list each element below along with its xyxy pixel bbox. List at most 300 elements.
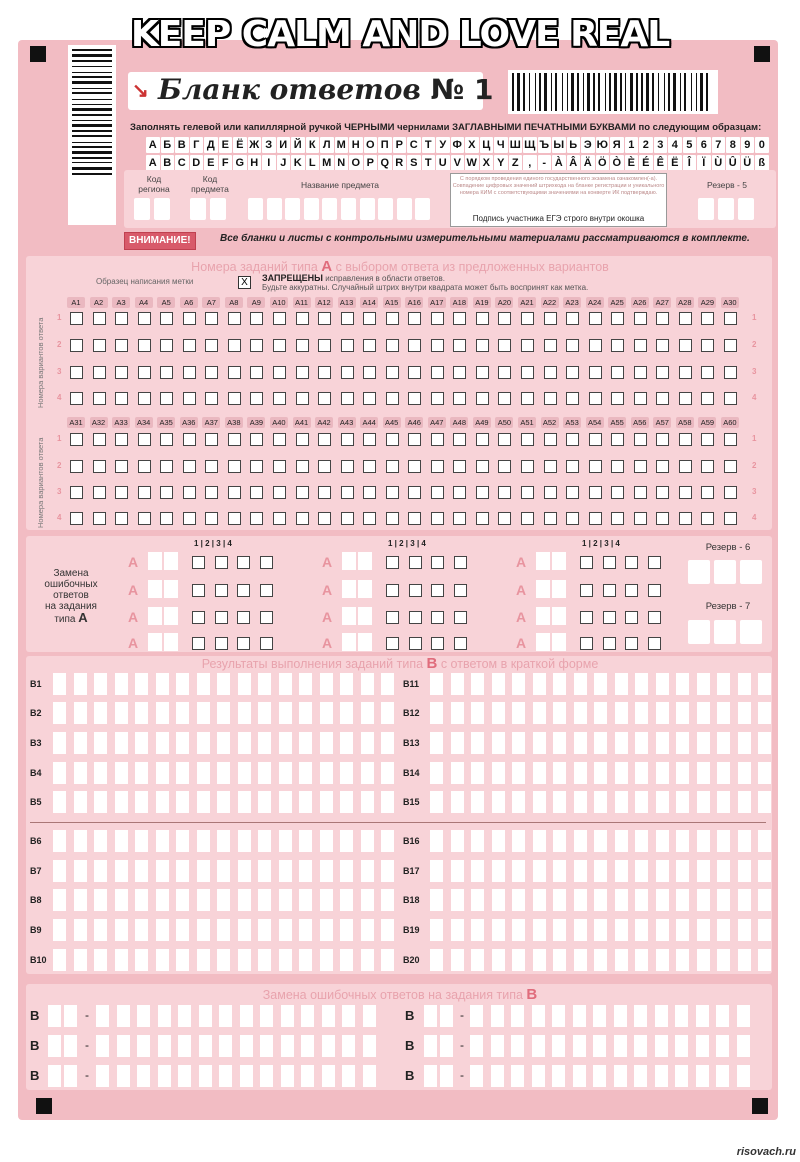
b-answer-cell[interactable] <box>451 860 464 882</box>
b-answer-cell[interactable] <box>553 919 566 941</box>
answer-checkbox[interactable] <box>296 486 309 499</box>
answer-checkbox[interactable] <box>228 512 241 525</box>
replace-b-answer-cell[interactable] <box>117 1065 130 1087</box>
answer-checkbox[interactable] <box>679 339 692 352</box>
answer-checkbox[interactable] <box>205 392 218 405</box>
replace-b-answer-cell[interactable] <box>178 1005 191 1027</box>
b-answer-cell[interactable] <box>299 702 312 724</box>
b-answer-cell[interactable] <box>279 949 292 971</box>
b-answer-cell[interactable] <box>615 673 628 695</box>
answer-checkbox[interactable] <box>521 460 534 473</box>
b-answer-cell[interactable] <box>451 949 464 971</box>
answer-checkbox[interactable] <box>115 486 128 499</box>
answer-checkbox[interactable] <box>656 312 669 325</box>
b-answer-cell[interactable] <box>492 949 505 971</box>
b-answer-cell[interactable] <box>381 791 394 813</box>
replace-b-answer-cell[interactable] <box>363 1065 376 1087</box>
b-answer-cell[interactable] <box>676 732 689 754</box>
answer-checkbox[interactable] <box>566 433 579 446</box>
replace-b-answer-cell[interactable] <box>219 1005 232 1027</box>
b-answer-cell[interactable] <box>738 919 751 941</box>
replace-b-answer-cell[interactable] <box>363 1035 376 1057</box>
answer-checkbox[interactable] <box>431 339 444 352</box>
b-answer-cell[interactable] <box>381 860 394 882</box>
answer-checkbox[interactable] <box>521 366 534 379</box>
b-answer-cell[interactable] <box>94 702 107 724</box>
b-answer-cell[interactable] <box>279 791 292 813</box>
b-answer-cell[interactable] <box>738 949 751 971</box>
replace-a-checkbox[interactable] <box>431 637 444 650</box>
replace-b-number-cell[interactable] <box>48 1005 61 1027</box>
answer-checkbox[interactable] <box>611 312 624 325</box>
b-answer-cell[interactable] <box>299 791 312 813</box>
answer-checkbox[interactable] <box>408 312 421 325</box>
answer-checkbox[interactable] <box>93 392 106 405</box>
answer-checkbox[interactable] <box>115 392 128 405</box>
subject-name-cell[interactable] <box>397 198 412 220</box>
replace-b-answer-cell[interactable] <box>614 1065 627 1087</box>
answer-checkbox[interactable] <box>589 366 602 379</box>
replace-b-answer-cell[interactable] <box>137 1005 150 1027</box>
b-answer-cell[interactable] <box>217 762 230 784</box>
answer-checkbox[interactable] <box>115 366 128 379</box>
b-answer-cell[interactable] <box>430 762 443 784</box>
replace-b-answer-cell[interactable] <box>470 1035 483 1057</box>
b-answer-cell[interactable] <box>74 949 87 971</box>
replace-b-answer-cell[interactable] <box>491 1065 504 1087</box>
b-answer-cell[interactable] <box>320 919 333 941</box>
answer-checkbox[interactable] <box>589 512 602 525</box>
answer-checkbox[interactable] <box>183 312 196 325</box>
answer-checkbox[interactable] <box>341 392 354 405</box>
b-answer-cell[interactable] <box>340 889 353 911</box>
b-answer-cell[interactable] <box>451 762 464 784</box>
replace-a-checkbox[interactable] <box>237 556 250 569</box>
b-answer-cell[interactable] <box>533 919 546 941</box>
b-answer-cell[interactable] <box>74 702 87 724</box>
b-answer-cell[interactable] <box>94 830 107 852</box>
b-answer-cell[interactable] <box>594 673 607 695</box>
replace-b-number-cell[interactable] <box>424 1005 437 1027</box>
answer-checkbox[interactable] <box>386 392 399 405</box>
b-answer-cell[interactable] <box>217 702 230 724</box>
b-answer-cell[interactable] <box>320 889 333 911</box>
b-answer-cell[interactable] <box>635 949 648 971</box>
answer-checkbox[interactable] <box>341 339 354 352</box>
answer-checkbox[interactable] <box>701 460 714 473</box>
b-answer-cell[interactable] <box>471 791 484 813</box>
answer-checkbox[interactable] <box>160 392 173 405</box>
answer-checkbox[interactable] <box>611 433 624 446</box>
task-number-cell[interactable] <box>164 580 178 598</box>
b-answer-cell[interactable] <box>512 762 525 784</box>
b-answer-cell[interactable] <box>758 830 771 852</box>
b-answer-cell[interactable] <box>299 673 312 695</box>
replace-b-answer-cell[interactable] <box>158 1005 171 1027</box>
b-answer-cell[interactable] <box>697 949 710 971</box>
b-answer-cell[interactable] <box>738 860 751 882</box>
answer-checkbox[interactable] <box>138 433 151 446</box>
b-answer-cell[interactable] <box>471 762 484 784</box>
b-answer-cell[interactable] <box>738 732 751 754</box>
answer-checkbox[interactable] <box>589 433 602 446</box>
b-answer-cell[interactable] <box>135 919 148 941</box>
answer-checkbox[interactable] <box>386 312 399 325</box>
answer-checkbox[interactable] <box>656 486 669 499</box>
b-answer-cell[interactable] <box>115 830 128 852</box>
subject-name-cell[interactable] <box>341 198 356 220</box>
answer-checkbox[interactable] <box>679 512 692 525</box>
task-number-cell[interactable] <box>552 633 566 651</box>
b-answer-cell[interactable] <box>553 673 566 695</box>
replace-b-answer-cell[interactable] <box>470 1005 483 1027</box>
b-answer-cell[interactable] <box>451 732 464 754</box>
b-answer-cell[interactable] <box>135 732 148 754</box>
b-answer-cell[interactable] <box>676 702 689 724</box>
b-answer-cell[interactable] <box>492 673 505 695</box>
answer-checkbox[interactable] <box>273 312 286 325</box>
answer-checkbox[interactable] <box>250 512 263 525</box>
answer-checkbox[interactable] <box>453 366 466 379</box>
b-answer-cell[interactable] <box>717 889 730 911</box>
answer-checkbox[interactable] <box>273 433 286 446</box>
b-answer-cell[interactable] <box>594 949 607 971</box>
replace-b-answer-cell[interactable] <box>655 1065 668 1087</box>
b-answer-cell[interactable] <box>697 830 710 852</box>
b-answer-cell[interactable] <box>471 860 484 882</box>
b-answer-cell[interactable] <box>299 860 312 882</box>
answer-checkbox[interactable] <box>363 312 376 325</box>
b-answer-cell[interactable] <box>533 830 546 852</box>
replace-a-checkbox[interactable] <box>580 584 593 597</box>
b-answer-cell[interactable] <box>512 949 525 971</box>
b-answer-cell[interactable] <box>74 830 87 852</box>
b-answer-cell[interactable] <box>197 860 210 882</box>
answer-checkbox[interactable] <box>70 312 83 325</box>
replace-b-answer-cell[interactable] <box>737 1065 750 1087</box>
b-answer-cell[interactable] <box>635 919 648 941</box>
b-answer-cell[interactable] <box>553 949 566 971</box>
b-answer-cell[interactable] <box>135 889 148 911</box>
b-answer-cell[interactable] <box>574 702 587 724</box>
answer-checkbox[interactable] <box>70 460 83 473</box>
b-answer-cell[interactable] <box>115 949 128 971</box>
replace-b-answer-cell[interactable] <box>342 1035 355 1057</box>
answer-checkbox[interactable] <box>679 312 692 325</box>
b-answer-cell[interactable] <box>176 949 189 971</box>
answer-checkbox[interactable] <box>724 392 737 405</box>
task-number-cell[interactable] <box>342 633 356 651</box>
replace-b-answer-cell[interactable] <box>655 1035 668 1057</box>
b-answer-cell[interactable] <box>656 860 669 882</box>
b-answer-cell[interactable] <box>197 732 210 754</box>
replace-a-checkbox[interactable] <box>603 556 616 569</box>
b-answer-cell[interactable] <box>94 762 107 784</box>
answer-checkbox[interactable] <box>183 392 196 405</box>
b-answer-cell[interactable] <box>156 791 169 813</box>
replace-a-checkbox[interactable] <box>580 611 593 624</box>
b-answer-cell[interactable] <box>53 702 66 724</box>
replace-b-answer-cell[interactable] <box>491 1035 504 1057</box>
b-answer-cell[interactable] <box>197 889 210 911</box>
b-answer-cell[interactable] <box>74 732 87 754</box>
answer-checkbox[interactable] <box>453 339 466 352</box>
answer-checkbox[interactable] <box>138 392 151 405</box>
b-answer-cell[interactable] <box>615 919 628 941</box>
b-answer-cell[interactable] <box>512 919 525 941</box>
b-answer-cell[interactable] <box>697 791 710 813</box>
reserve5-cell[interactable] <box>698 198 714 220</box>
answer-checkbox[interactable] <box>228 486 241 499</box>
b-answer-cell[interactable] <box>320 949 333 971</box>
b-answer-cell[interactable] <box>320 673 333 695</box>
b-answer-cell[interactable] <box>361 702 374 724</box>
answer-checkbox[interactable] <box>296 512 309 525</box>
replace-a-checkbox[interactable] <box>454 584 467 597</box>
b-answer-cell[interactable] <box>361 949 374 971</box>
b-answer-cell[interactable] <box>738 791 751 813</box>
b-answer-cell[interactable] <box>533 702 546 724</box>
b-answer-cell[interactable] <box>258 860 271 882</box>
b-answer-cell[interactable] <box>217 791 230 813</box>
answer-checkbox[interactable] <box>386 512 399 525</box>
replace-a-checkbox[interactable] <box>192 556 205 569</box>
b-answer-cell[interactable] <box>53 830 66 852</box>
task-number-cell[interactable] <box>358 552 372 570</box>
replace-b-answer-cell[interactable] <box>655 1005 668 1027</box>
b-answer-cell[interactable] <box>512 673 525 695</box>
replace-b-answer-cell[interactable] <box>137 1035 150 1057</box>
reserve-cell[interactable] <box>740 560 762 584</box>
b-answer-cell[interactable] <box>279 889 292 911</box>
region-code-cell[interactable] <box>134 198 150 220</box>
answer-checkbox[interactable] <box>724 486 737 499</box>
replace-b-answer-cell[interactable] <box>593 1005 606 1027</box>
replace-a-checkbox[interactable] <box>409 611 422 624</box>
b-answer-cell[interactable] <box>451 889 464 911</box>
b-answer-cell[interactable] <box>176 791 189 813</box>
b-answer-cell[interactable] <box>135 762 148 784</box>
b-answer-cell[interactable] <box>676 889 689 911</box>
replace-b-answer-cell[interactable] <box>737 1035 750 1057</box>
b-answer-cell[interactable] <box>115 732 128 754</box>
answer-checkbox[interactable] <box>363 366 376 379</box>
b-answer-cell[interactable] <box>197 919 210 941</box>
b-answer-cell[interactable] <box>299 762 312 784</box>
answer-checkbox[interactable] <box>341 366 354 379</box>
b-answer-cell[interactable] <box>492 702 505 724</box>
answer-checkbox[interactable] <box>589 339 602 352</box>
b-answer-cell[interactable] <box>135 791 148 813</box>
replace-b-answer-cell[interactable] <box>322 1065 335 1087</box>
b-answer-cell[interactable] <box>738 889 751 911</box>
replace-b-answer-cell[interactable] <box>219 1035 232 1057</box>
answer-checkbox[interactable] <box>566 486 579 499</box>
replace-b-answer-cell[interactable] <box>634 1005 647 1027</box>
b-answer-cell[interactable] <box>258 673 271 695</box>
answer-checkbox[interactable] <box>544 512 557 525</box>
b-answer-cell[interactable] <box>717 732 730 754</box>
b-answer-cell[interactable] <box>217 860 230 882</box>
b-answer-cell[interactable] <box>238 702 251 724</box>
answer-checkbox[interactable] <box>408 512 421 525</box>
replace-a-checkbox[interactable] <box>409 556 422 569</box>
b-answer-cell[interactable] <box>74 762 87 784</box>
replace-a-checkbox[interactable] <box>625 584 638 597</box>
b-answer-cell[interactable] <box>361 673 374 695</box>
task-number-cell[interactable] <box>148 633 162 651</box>
replace-b-answer-cell[interactable] <box>511 1065 524 1087</box>
replace-a-checkbox[interactable] <box>431 584 444 597</box>
b-answer-cell[interactable] <box>135 702 148 724</box>
b-answer-cell[interactable] <box>553 889 566 911</box>
b-answer-cell[interactable] <box>258 762 271 784</box>
b-answer-cell[interactable] <box>53 732 66 754</box>
replace-b-answer-cell[interactable] <box>511 1005 524 1027</box>
answer-checkbox[interactable] <box>273 366 286 379</box>
b-answer-cell[interactable] <box>340 732 353 754</box>
answer-checkbox[interactable] <box>476 392 489 405</box>
b-answer-cell[interactable] <box>635 830 648 852</box>
b-answer-cell[interactable] <box>340 762 353 784</box>
answer-checkbox[interactable] <box>363 460 376 473</box>
b-answer-cell[interactable] <box>258 949 271 971</box>
b-answer-cell[interactable] <box>381 830 394 852</box>
answer-checkbox[interactable] <box>544 460 557 473</box>
b-answer-cell[interactable] <box>471 889 484 911</box>
task-number-cell[interactable] <box>552 580 566 598</box>
b-answer-cell[interactable] <box>656 949 669 971</box>
replace-a-checkbox[interactable] <box>237 637 250 650</box>
answer-checkbox[interactable] <box>160 486 173 499</box>
answer-checkbox[interactable] <box>476 366 489 379</box>
b-answer-cell[interactable] <box>238 791 251 813</box>
b-answer-cell[interactable] <box>279 919 292 941</box>
b-answer-cell[interactable] <box>238 919 251 941</box>
replace-a-checkbox[interactable] <box>603 637 616 650</box>
replace-b-answer-cell[interactable] <box>634 1065 647 1087</box>
replace-b-answer-cell[interactable] <box>696 1005 709 1027</box>
b-answer-cell[interactable] <box>217 830 230 852</box>
b-answer-cell[interactable] <box>430 860 443 882</box>
answer-checkbox[interactable] <box>228 312 241 325</box>
b-answer-cell[interactable] <box>176 860 189 882</box>
answer-checkbox[interactable] <box>656 392 669 405</box>
reserve-cell[interactable] <box>688 620 710 644</box>
b-answer-cell[interactable] <box>492 889 505 911</box>
b-answer-cell[interactable] <box>717 949 730 971</box>
b-answer-cell[interactable] <box>197 673 210 695</box>
b-answer-cell[interactable] <box>299 732 312 754</box>
answer-checkbox[interactable] <box>138 486 151 499</box>
answer-checkbox[interactable] <box>408 339 421 352</box>
replace-b-answer-cell[interactable] <box>716 1035 729 1057</box>
replace-b-answer-cell[interactable] <box>634 1035 647 1057</box>
replace-b-answer-cell[interactable] <box>470 1065 483 1087</box>
b-answer-cell[interactable] <box>492 860 505 882</box>
replace-b-number-cell[interactable] <box>64 1065 77 1087</box>
replace-a-checkbox[interactable] <box>409 584 422 597</box>
replace-a-checkbox[interactable] <box>260 637 273 650</box>
b-answer-cell[interactable] <box>115 702 128 724</box>
replace-b-answer-cell[interactable] <box>260 1065 273 1087</box>
answer-checkbox[interactable] <box>250 392 263 405</box>
replace-b-answer-cell[interactable] <box>737 1005 750 1027</box>
b-answer-cell[interactable] <box>594 732 607 754</box>
b-answer-cell[interactable] <box>758 702 771 724</box>
replace-b-number-cell[interactable] <box>440 1065 453 1087</box>
answer-checkbox[interactable] <box>634 339 647 352</box>
subject-name-cell[interactable] <box>285 198 300 220</box>
b-answer-cell[interactable] <box>635 762 648 784</box>
b-answer-cell[interactable] <box>197 762 210 784</box>
b-answer-cell[interactable] <box>381 949 394 971</box>
answer-checkbox[interactable] <box>363 339 376 352</box>
b-answer-cell[interactable] <box>471 732 484 754</box>
replace-a-checkbox[interactable] <box>648 556 661 569</box>
answer-checkbox[interactable] <box>701 392 714 405</box>
b-answer-cell[interactable] <box>156 919 169 941</box>
b-answer-cell[interactable] <box>594 702 607 724</box>
b-answer-cell[interactable] <box>156 830 169 852</box>
answer-checkbox[interactable] <box>70 366 83 379</box>
answer-checkbox[interactable] <box>521 339 534 352</box>
b-answer-cell[interactable] <box>574 830 587 852</box>
b-answer-cell[interactable] <box>451 702 464 724</box>
answer-checkbox[interactable] <box>408 433 421 446</box>
b-answer-cell[interactable] <box>574 791 587 813</box>
b-answer-cell[interactable] <box>115 919 128 941</box>
answer-checkbox[interactable] <box>115 312 128 325</box>
replace-a-checkbox[interactable] <box>215 556 228 569</box>
replace-b-answer-cell[interactable] <box>322 1035 335 1057</box>
replace-b-answer-cell[interactable] <box>158 1035 171 1057</box>
answer-checkbox[interactable] <box>93 433 106 446</box>
task-number-cell[interactable] <box>164 607 178 625</box>
reserve5-cell[interactable] <box>718 198 734 220</box>
answer-checkbox[interactable] <box>431 486 444 499</box>
b-answer-cell[interactable] <box>217 949 230 971</box>
answer-checkbox[interactable] <box>386 339 399 352</box>
replace-b-number-cell[interactable] <box>48 1065 61 1087</box>
replace-b-answer-cell[interactable] <box>158 1065 171 1087</box>
b-answer-cell[interactable] <box>574 889 587 911</box>
replace-b-answer-cell[interactable] <box>281 1065 294 1087</box>
answer-checkbox[interactable] <box>250 312 263 325</box>
b-answer-cell[interactable] <box>238 732 251 754</box>
answer-checkbox[interactable] <box>679 486 692 499</box>
b-answer-cell[interactable] <box>697 702 710 724</box>
b-answer-cell[interactable] <box>258 830 271 852</box>
answer-checkbox[interactable] <box>498 460 511 473</box>
answer-checkbox[interactable] <box>250 366 263 379</box>
answer-checkbox[interactable] <box>476 512 489 525</box>
region-code-cell[interactable] <box>154 198 170 220</box>
replace-b-answer-cell[interactable] <box>675 1005 688 1027</box>
answer-checkbox[interactable] <box>93 312 106 325</box>
answer-checkbox[interactable] <box>318 512 331 525</box>
b-answer-cell[interactable] <box>430 732 443 754</box>
b-answer-cell[interactable] <box>594 830 607 852</box>
b-answer-cell[interactable] <box>574 673 587 695</box>
replace-b-answer-cell[interactable] <box>240 1035 253 1057</box>
subject-name-cell[interactable] <box>267 198 282 220</box>
replace-b-answer-cell[interactable] <box>552 1035 565 1057</box>
replace-b-number-cell[interactable] <box>424 1065 437 1087</box>
answer-checkbox[interactable] <box>611 486 624 499</box>
task-number-cell[interactable] <box>342 552 356 570</box>
answer-checkbox[interactable] <box>205 486 218 499</box>
